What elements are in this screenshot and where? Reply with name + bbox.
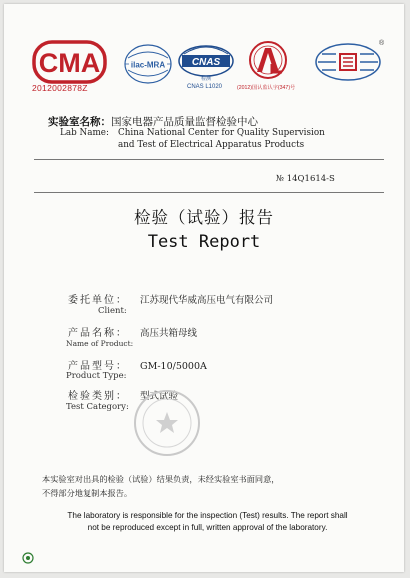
notice-cn [42,472,367,500]
field-product-name [68,324,197,339]
ilac-mra-logo [122,42,174,88]
notice-cn-line2: 不得部分地复制本报告。 [42,488,133,498]
field-product-name-label-en: Name of Product: [66,339,134,348]
field-client [68,291,273,306]
field-product-name-label: 产品名称： [68,328,128,339]
report-number: № 14Q1614-S [276,174,335,184]
corner-mark-icon [22,552,34,564]
lab-name-en-label: Lab Name: [60,128,109,138]
field-product-type-value: GM-10/5000A [140,361,207,372]
notice-cn-line1: 本实验室对出具的检验（试验）结果负责，未经实验室书面同意， [42,474,280,484]
field-client-label-en: Client: [98,306,127,316]
notice-en [40,510,375,534]
notice-en-line2: not be reproduced except in full, written approval of the laboratory. [87,523,328,532]
cma-logo [32,40,107,86]
lab-name-en [60,128,325,138]
field-test-category-value: 型式试验 [140,391,179,402]
registered-mark: ® [379,40,385,47]
field-product-name-value: 高压共箱母线 [140,328,198,339]
cnas-sub-text: 检测 [200,76,212,82]
certificate-page [4,4,404,572]
cal-number: (2012)国认监认字(347)号 [237,85,296,91]
field-product-type-label-en: Product Type: [66,371,127,381]
divider-bottom [34,192,384,193]
field-test-category-label-en: Test Category: [66,402,129,412]
cnas-logo [176,42,236,88]
official-seal [132,388,202,458]
field-client-label: 委托单位： [68,295,128,306]
lab-name-en-line1: China National Center for Quality Supervision [118,128,325,138]
field-client-value: 江苏现代华威高压电气有限公司 [140,295,274,306]
cal-logo [238,40,298,86]
cnas-number: CNAS L1020 [187,84,223,90]
field-product-type [68,357,207,372]
title-cn: 检验（试验）报告 [134,208,274,227]
divider-top [34,159,384,160]
title-en: Test Report [147,232,261,252]
notice-en-line1: The laboratory is responsible for the inspection (Test) results. The report shall [67,511,348,520]
ilac-logo-text: ilac-MRA [130,60,166,70]
lab-name-cn-label: 实验室名称： [48,116,111,128]
cma-number: 2012002878Z [32,83,88,93]
quality-cert-logo [312,40,384,86]
cma-logo-text: CMA [38,48,101,78]
field-product-type-label: 产品型号： [68,361,128,372]
lab-name-cn [48,114,258,129]
cnas-logo-text: CNAS [191,57,221,68]
lab-name-cn-value: 国家电器产品质量监督检验中心 [111,116,258,128]
lab-name-en-line2: and Test of Electrical Apparatus Products [118,140,305,150]
field-test-category-label: 检验类别： [68,391,128,402]
